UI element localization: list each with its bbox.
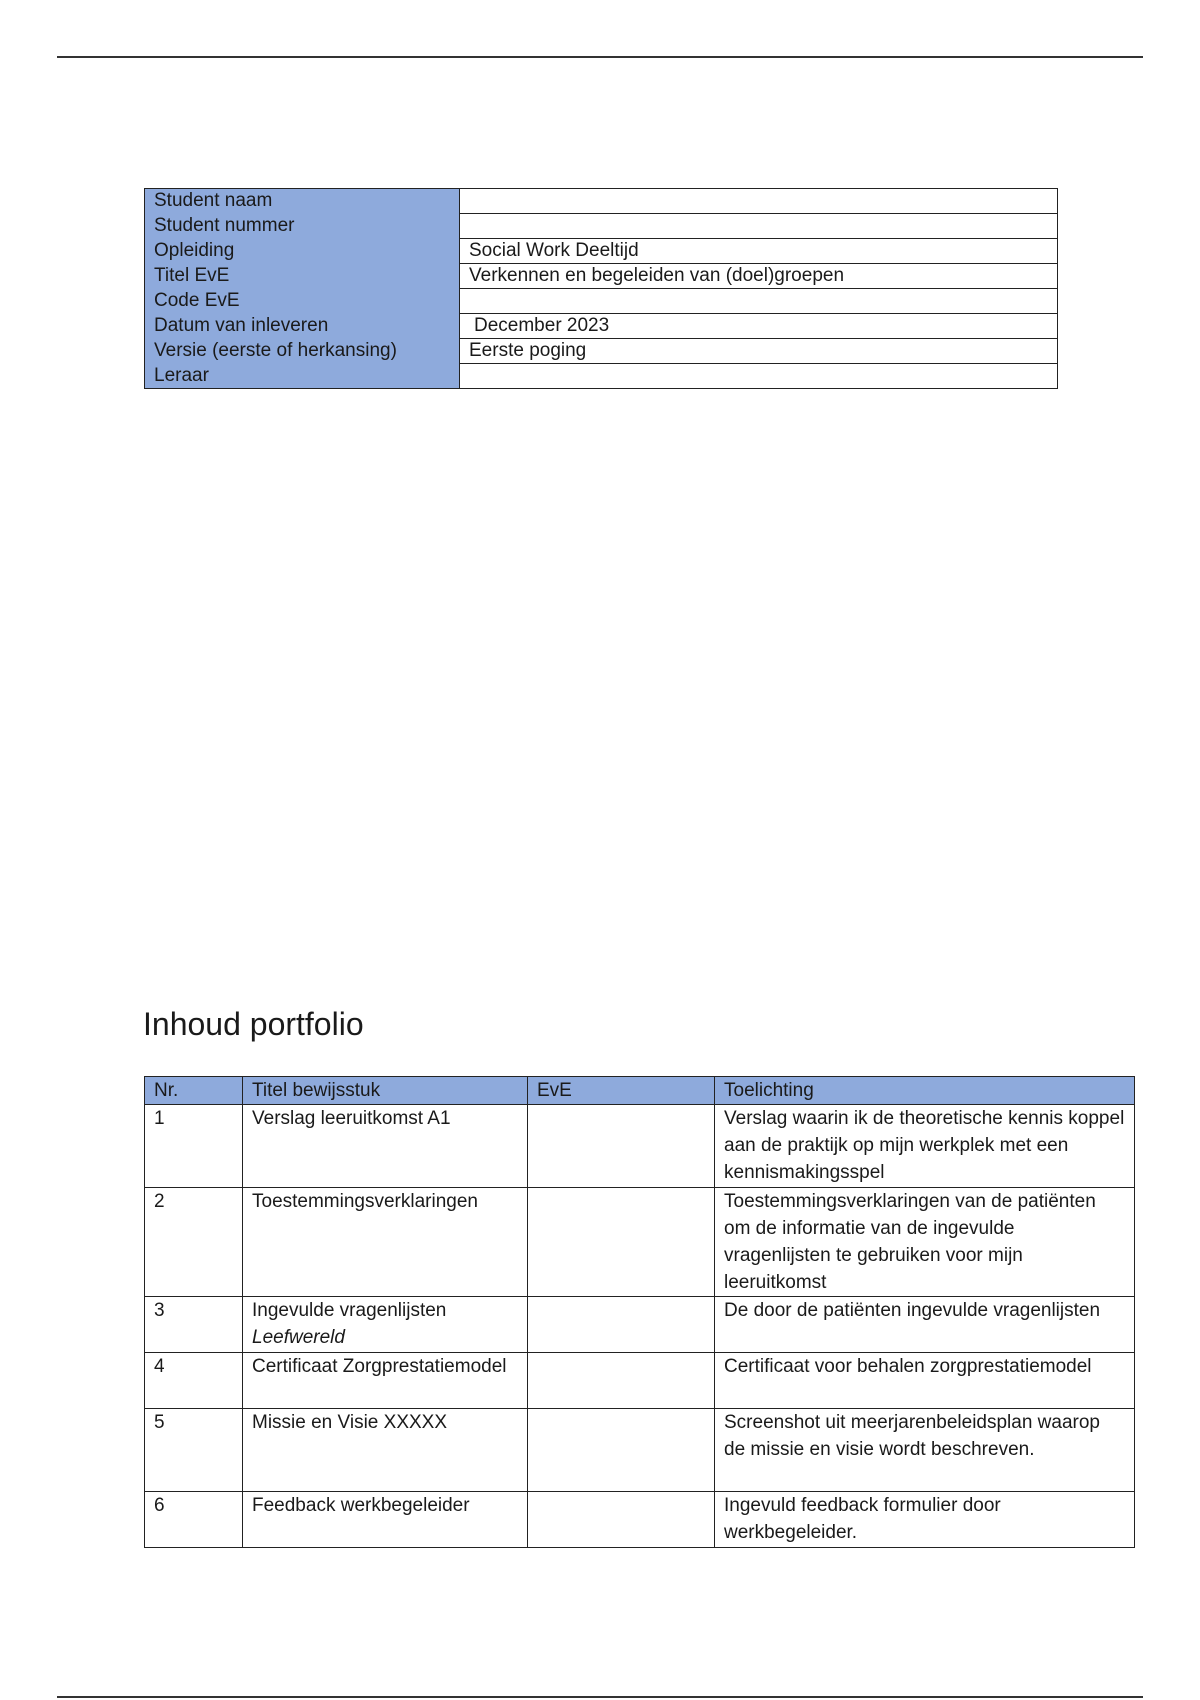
column-header-toelichting: Toelichting [715,1077,1135,1105]
cell-titel: Verslag leeruitkomst A1 [243,1105,528,1188]
info-row-datum [145,314,1058,339]
info-label: Code EvE [145,289,460,314]
table-row [145,1409,1135,1492]
info-value [460,214,1058,239]
cell-eve [528,1492,715,1548]
info-value [460,364,1058,389]
cell-eve [528,1105,715,1188]
info-row-opleiding [145,239,1058,264]
cell-titel-italic: Leefwereld [252,1327,345,1348]
info-value: Social Work Deeltijd [460,239,1058,264]
cell-nr: 5 [145,1409,243,1492]
column-header-titel: Titel bewijsstuk [243,1077,528,1105]
cell-nr: 3 [145,1297,243,1353]
table-row [145,1105,1135,1188]
cell-titel: Certificaat Zorgprestatiemodel [243,1353,528,1409]
info-row-versie [145,339,1058,364]
cell-toelichting: Verslag waarin ik de theoretische kennis koppel aan de praktijk op mijn werkplek met een kennismakingsspel [715,1105,1135,1188]
info-value: December 2023 [460,314,1058,339]
info-label: Student nummer [145,214,460,239]
cell-toelichting: De door de patiënten ingevulde vragenlijsten [715,1297,1135,1353]
info-row-student-naam [145,189,1058,214]
info-value: Eerste poging [460,339,1058,364]
cell-titel: Feedback werkbegeleider [243,1492,528,1548]
info-value: Verkennen en begeleiden van (doel)groepen [460,264,1058,289]
info-row-student-nummer [145,214,1058,239]
header-rule [57,56,1143,58]
info-label: Titel EvE [145,264,460,289]
cell-eve [528,1409,715,1492]
info-label: Opleiding [145,239,460,264]
cell-eve [528,1297,715,1353]
cell-eve [528,1188,715,1297]
table-row [145,1492,1135,1548]
portfolio-table [144,1076,1135,1548]
info-row-leraar [145,364,1058,389]
table-row [145,1353,1135,1409]
cell-eve [528,1353,715,1409]
info-label: Datum van inleveren [145,314,460,339]
info-value [460,189,1058,214]
cell-nr: 6 [145,1492,243,1548]
table-header-row [145,1077,1135,1105]
info-label: Leraar [145,364,460,389]
cell-nr: 1 [145,1105,243,1188]
table-row [145,1188,1135,1297]
info-value [460,289,1058,314]
student-info-table [144,188,1058,389]
table-row [145,1297,1135,1353]
info-row-code-eve [145,289,1058,314]
cell-nr: 2 [145,1188,243,1297]
column-header-nr: Nr. [145,1077,243,1105]
cell-titel: Toestemmingsverklaringen [243,1188,528,1297]
column-header-eve: EvE [528,1077,715,1105]
cell-titel-text: Ingevulde vragenlijsten [252,1300,447,1321]
info-label: Versie (eerste of herkansing) [145,339,460,364]
cell-toelichting: Toestemmingsverklaringen van de patiënten om de informatie van de ingevulde vragenlijsten te gebruiken voor mijn leeruitkomst [715,1188,1135,1297]
info-row-titel-eve [145,264,1058,289]
footer-rule [57,1696,1143,1698]
cell-titel: Missie en Visie XXXXX [243,1409,528,1492]
section-heading: Inhoud portfolio [143,1006,364,1042]
cell-nr: 4 [145,1353,243,1409]
cell-toelichting: Certificaat voor behalen zorgprestatiemodel [715,1353,1135,1409]
cell-toelichting: Screenshot uit meerjarenbeleidsplan waarop de missie en visie wordt beschreven. [715,1409,1135,1492]
cell-titel [243,1297,528,1353]
cell-toelichting: Ingevuld feedback formulier door werkbegeleider. [715,1492,1135,1548]
info-label: Student naam [145,189,460,214]
